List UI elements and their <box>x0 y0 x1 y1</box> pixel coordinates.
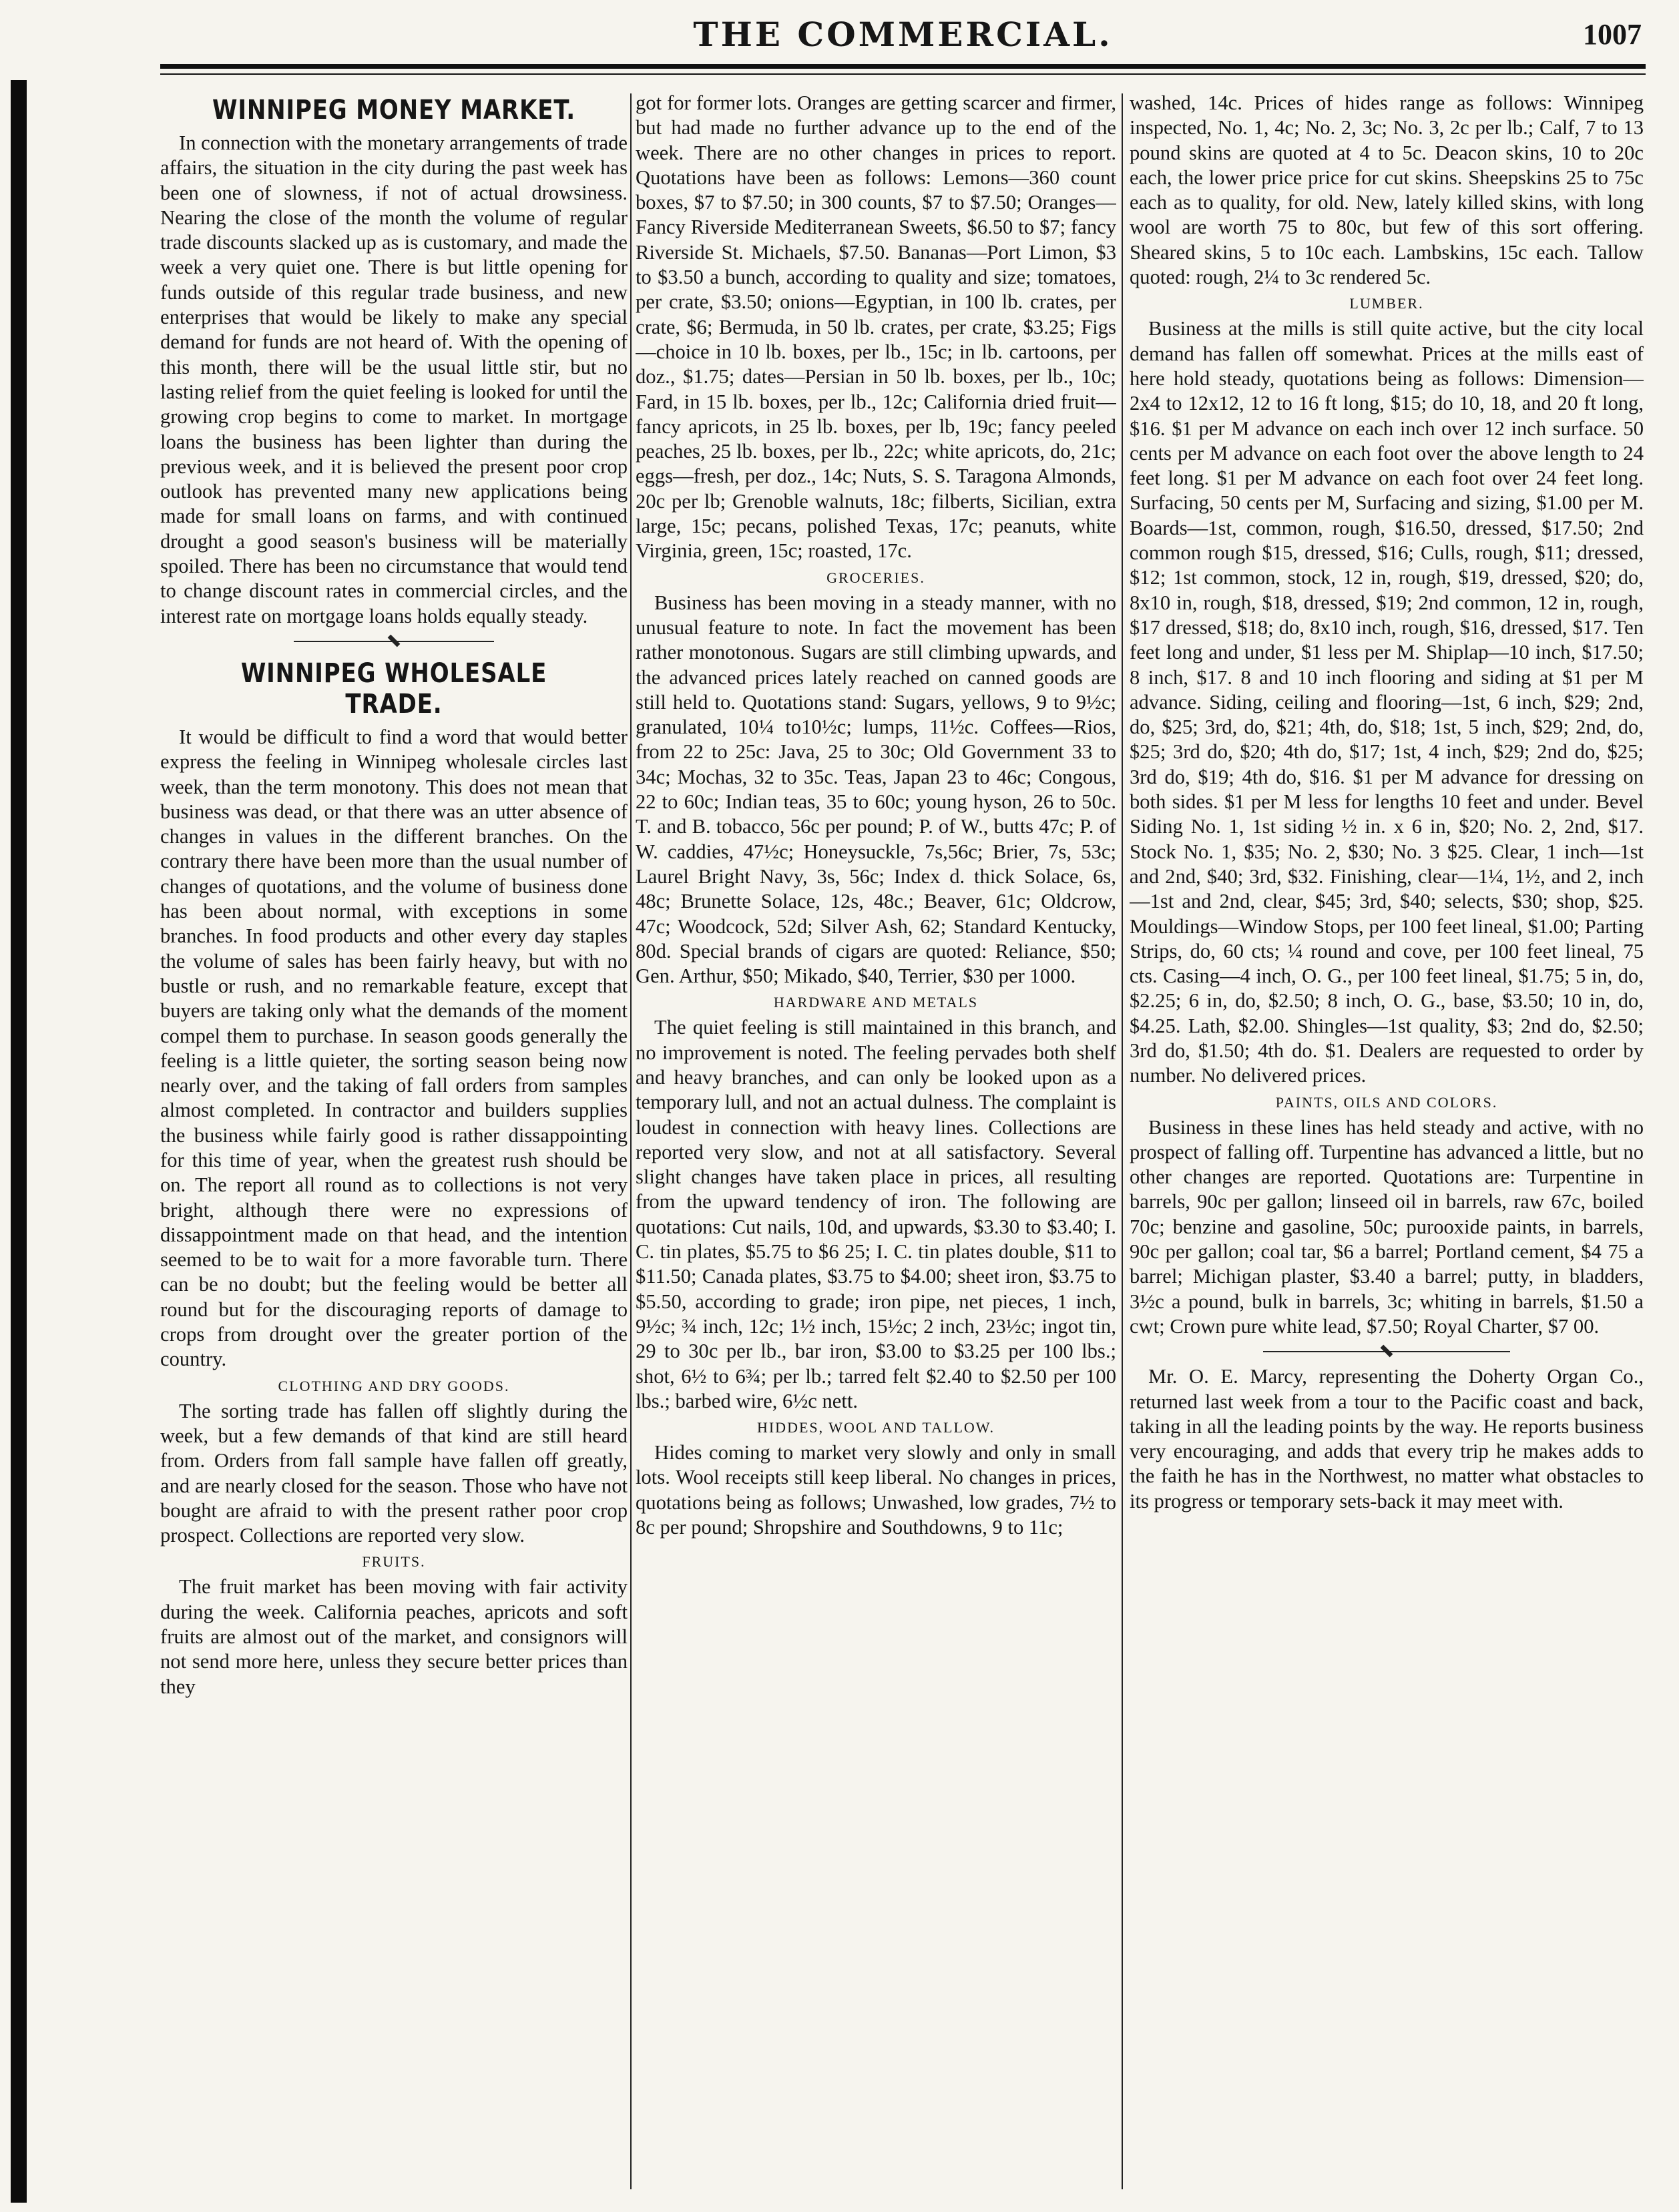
article-divider <box>1130 1339 1644 1364</box>
article-title-money-market: WINNIPEG MONEY MARKET. <box>212 95 576 125</box>
article-title-wholesale-trade: WINNIPEG WHOLESALE TRADE. <box>240 657 547 720</box>
binding-edge <box>11 80 27 2203</box>
hides-paragraph-continued: washed, 14c. Prices of hides range as follows: Winnipeg inspected, No. 1, 4c; No. 2, 3c; No. 3, 2c per lb.; Calf, 7 to 13 pound skins are quoted at 4 to 5c. Deacon skins, 10 to 20c each, the lower price price for cut skins. Sheepskins 25 to 75c each as to quality, for old. New, lately killed skins, with long wool are worth 75 to 80c, but few of this sort offering. Sheared skins, 5 to 10c each. Lambskins, 15c each. Tallow quoted: rough, 2¼ to 3c rendered 5c. <box>1130 91 1644 289</box>
column-rule <box>630 93 632 2189</box>
wholesale-trade-paragraph: It would be difficult to find a word that would better express the feeling in Winnipeg wholesale circles last week, than the term monotony. This does not mean that business was dead, or that there was an utter absence of changes in values in the different branches. On the contrary there have been more than the usual number of changes of quotations, and the volume of business done has been about normal, with exceptions in some branches. In food products and other every day staples the volume of sales has been fairly heavy, but with no bustle or rush, and no remarkable feature, except that buyers are taking only what the demands of the moment compel them to purchase. In season goods generally the feeling is a little quieter, the sorting season being now nearly over, and the taking of fall orders from samples almost completed. In contractor and builders supplies the business while fairly good is rather dissappointing for this time of year, when the greatest rush should be on. The report all round as to collections is not very bright, although there were no expressions of dissappointment made on that head, and the intention seemed to be to wait for a more favorable turn. There can be no doubt; but the feeling would be better all round but for the discouraging reports of damage to crops from drought over the greater portion of the country. <box>160 725 628 1371</box>
money-market-paragraph: In connection with the monetary arrangements of trade affairs, the situation in the city during the past week has been one of slowness, if not of actual drowsiness. Nearing the close of the month the volume of regular trade discounts slacked up as is customary, and made the week a very quiet one. There is but little opening for funds outside of this regular trade business, and new enterprises that would be likely to make any special demand for funds are not heard of. With the opening of this month, there will be the usual little stir, but no lasting relief from the quiet feeling is looked for until the growing crop begins to come to market. In mortgage loans the business has been lighter than during the previous week, and it is believed the present poor crop outlook has prevented many new applications being made for small loans on farms, and with continued drought a good season's business will be materially spoiled. There has been no circumstance that would tend to change discount rates in commercial circles, and the interest rate on mortgage loans holds equally steady. <box>160 131 628 627</box>
paints-paragraph: Business in these lines has held steady and active, with no prospect of falling off. Turpentine has advanced a little, but no other changes are reported. Quotations are: Turpentine in barrels, 90c per gallon; linseed oil in barrels, raw 67c, boiled 70c; benzine and gasoline, 50c; purooxide paints, in barrels, 90c per gallon; coal tar, $6 a barrel; Portland cement, $4 75 a barrel; Michigan plaster, $3.40 a barrel; putty, in bladders, 3½c a pound, bulk in barrels, 3c; whiting in barrels, $1.50 a cwt; Crown pure white lead, $7.50; Royal Charter, $7 00. <box>1130 1115 1644 1338</box>
column-rule <box>1122 93 1123 2189</box>
section-heading-clothing: CLOTHING AND DRY GOODS. <box>278 1377 510 1394</box>
clothing-paragraph: The sorting trade has fallen off slightly during the week, but a few demands of that kind are still heard from. Orders from fall sample have fallen off greatly, and are nearly closed for the season. Those who have not bought are afraid to with the present rather poor crop prospect. Collections are reported very slow. <box>160 1399 628 1547</box>
page-number: 1007 <box>1583 18 1642 51</box>
section-heading-hardware: HARDWARE AND METALS <box>773 994 979 1011</box>
lumber-paragraph: Business at the mills is still quite active, but the city local demand has fallen off somewhat. Prices at the mills east of here hold steady, quotations being as follows: Dimension—2x4 to 12x12, 12 to 16 ft long, $15; do 10, 18, and 20 ft long, $16. $1 per M advance on each inch over 12 inch surface. 50 cents per M advance on each foot over the above length to 24 feet long. $1 per M advance on each foot over 24 feet long. Surfacing, 50 cents per M, Surfacing and sizing, $1.00 per M. Boards—1st, common, rough, $16.50, dressed, $17.50; 2nd common rough $15, dressed, $16; Culls, rough, $11; dressed, $12; 1st common, stock, 12 in, rough, $19, dressed, $20; do, 8x10 in, rough, $18, dressed, $19; 2nd common, 12 in, rough, $17 dressed, $18; do, 8x10 inch, rough, $16, dressed, $17. Ten feet long and under, $1 less per M. Shiplap—10 inch, $17.50; 8 inch, $17. 8 and 10 inch flooring and siding at $1 per M advance. Siding, ceiling and flooring—1st, 6 inch, $29; 2nd, do, $25; 3rd, do, $21; 4th, do, $18; 1st, 5 inch, $29; 2nd, do, $25; 3rd do, $20; 4th do, $17; 1st, 4 inch, $29; 2nd do, $25; 3rd do, $19; 4th do, $16. $1 per M advance for dressing on both sides. $1 per M less for lengths 10 feet and under. Bevel Siding No. 1, 1st siding ½ in. x 6 in, $20; No. 2, 2nd, $17. Stock No. 1, $35; No. 2, $30; No. 3 $25. Clear, 1 inch—1st and 2nd, $40; 3rd, $32. Finishing, clear—1¼, 1½, and 2, inch—1st and 2nd, clear, $45; 3rd, $40; selects, $30; shop, $25. Mouldings—Window Stops, per 100 feet lineal, $1.00; Parting Strips, do, 60 cts; ¼ round and cove, per 100 feet lineal, 75 cts. Casing—4 inch, O. G., per 100 feet lineal, $1.75; 5 in, do, $2.25; 6 in, do, $2.50; 8 inch, O. G., base, $3.50; 10 in, do, $4.25. Lath, $2.00. Shingles—1st quality, $3; 2nd do, $2.50; 3rd do, $1.50; 4th do. $1. Dealers are requested to order by number. No delivered prices. <box>1130 317 1644 1087</box>
masthead <box>160 13 1646 60</box>
column-1 <box>160 91 628 2193</box>
section-heading-fruits: FRUITS. <box>362 1553 426 1571</box>
column-2 <box>636 91 1116 2193</box>
column-3 <box>1130 91 1644 2193</box>
section-heading-groceries: GROCERIES. <box>826 569 925 586</box>
article-divider <box>160 629 628 654</box>
fruits-paragraph: The fruit market has been moving with fair activity during the week. California peaches, apricots and soft fruits are almost out of the market, and consignors will not send more here, unless they secure better prices than they <box>160 1575 628 1698</box>
hides-paragraph: Hides coming to market very slowly and only in small lots. Wool receipts still keep liberal. No changes in prices, quotations being as follows; Unwashed, low grades, 7½ to 8c per pound; Shropshire and Southdowns, 9 to 11c; <box>636 1441 1116 1539</box>
hardware-paragraph: The quiet feeling is still maintained in this branch, and no improvement is noted. The feeling pervades both shelf and heavy branches, and can only be looked upon as a temporary lull, and not an actual dulness. The complaint is loudest in connection with heavy lines. Collections are reported very slow, and not at all satisfactory. Several slight changes have taken place in prices, all resulting from the upward tendency of iron. The following are quotations: Cut nails, 10d, and upwards, $3.30 to $3.40; I. C. tin plates, $5.75 to $6 25; I. C. tin plates double, $11 to $11.50; Canada plates, $3.75 to $4.00; sheet iron, $3.75 to $5.50, according to grade; iron pipe, net pieces, 1 inch, 9½c; ¾ inch, 12c; 1½ inch, 15½c; 2 inch, 23½c; ingot tin, 29 to 30c per lb., bar iron, $3.00 to $3.25 per 100 lbs.; shot, 6½ to 6¾; per lb.; tarred felt $2.40 to $2.50 per 100 lbs.; barbed wire, 6½c nett. <box>636 1016 1116 1412</box>
section-heading-hides: HIDDES, WOOL AND TALLOW. <box>756 1419 995 1436</box>
masthead-title: THE COMMERCIAL. <box>693 15 1113 54</box>
section-heading-lumber: LUMBER. <box>1349 295 1424 312</box>
masthead-rule-thin <box>160 73 1646 75</box>
fruits-paragraph-continued: got for former lots. Oranges are getting scarcer and firmer, but had made no further advance up to the end of the week. There are no other changes in prices to report. Quotations have been as follows: Lemons—360 count boxes, $7 to $7.50; in 300 counts, $7 to $7.50; Oranges—Fancy Riverside Mediterranean Sweets, $6.50 to $7; fancy Riverside St. Michaels, $7.50. Bananas—Port Limon, $3 to $3.50 a bunch, according to quality and size; tomatoes, per crate, $3.50; onions—Egyptian, in 100 lb. crates, per crate, $6; Bermuda, in 50 lb. crates, per crate, $3.25; Figs—choice in 10 lb. boxes, per lb., 15c; in lb. cartoons, per doz., $1.75; dates—Persian in 50 lb. boxes, per lb., 10c; Fard, in 15 lb. boxes, per lb., 12c; California dried fruit—fancy apricots, in 25 lb. boxes, per lb, 19c; fancy peeled peaches, 25 lb. boxes, per lb., 22c; white apricots, do, 21c; eggs—fresh, per doz., 14c; Nuts, S. S. Taragona Almonds, 20c per lb; Grenoble walnuts, 18c; filberts, Sicilian, extra large, 15c; pecans, polished Texas, 17c; peanuts, white Virginia, green, 15c; roasted, 17c. <box>636 91 1116 563</box>
groceries-paragraph: Business has been moving in a steady manner, with no unusual feature to note. In fact the movement has been rather monotonous. Sugars are still climbing upwards, and the advanced prices lately reached on canned goods are still held to. Quotations stand: Sugars, yellows, 9 to 9½c; granulated, 10¼ to10½c; lumps, 11½c. Coffees—Rios, from 22 to 25c: Java, 25 to 30c; Old Government 33 to 34c; Mochas, 32 to 35c. Teas, Japan 23 to 46c; Congous, 22 to 60c; Indian teas, 35 to 60c; young hyson, 26 to 50c. T. and B. tobacco, 56c per pound; P. of W., butts 47c; P. of W. caddies, 47½c; Honeysuckle, 7s,56c; Brier, 7s, 53c; Laurel Bright Navy, 3s, 56c; Index d. thick Solace, 6s, 48c; Brunette Solace, 12s, 48c.; Beaver, 61c; Oldcrow, 47c; Woodcock, 52d; Silver Ash, 62; Standard Kentucky, 80d. Special brands of cigars are quoted: Reliance, $50; Gen. Arthur, $50; Mikado, $40, Terrier, $30 per 1000. <box>636 591 1116 988</box>
masthead-rule <box>160 64 1646 69</box>
section-heading-paints: PAINTS, OILS AND COLORS. <box>1275 1093 1498 1111</box>
marcy-paragraph: Mr. O. E. Marcy, representing the Doherty Organ Co., returned last week from a tour to the Pacific coast and back, taking in all the leading points by the way. He reports business very encouraging, and adds that every trip he makes adds to the faith he has in the Northwest, no matter what obstacles to its progress or temporary sets-back it may meet with. <box>1130 1365 1644 1512</box>
